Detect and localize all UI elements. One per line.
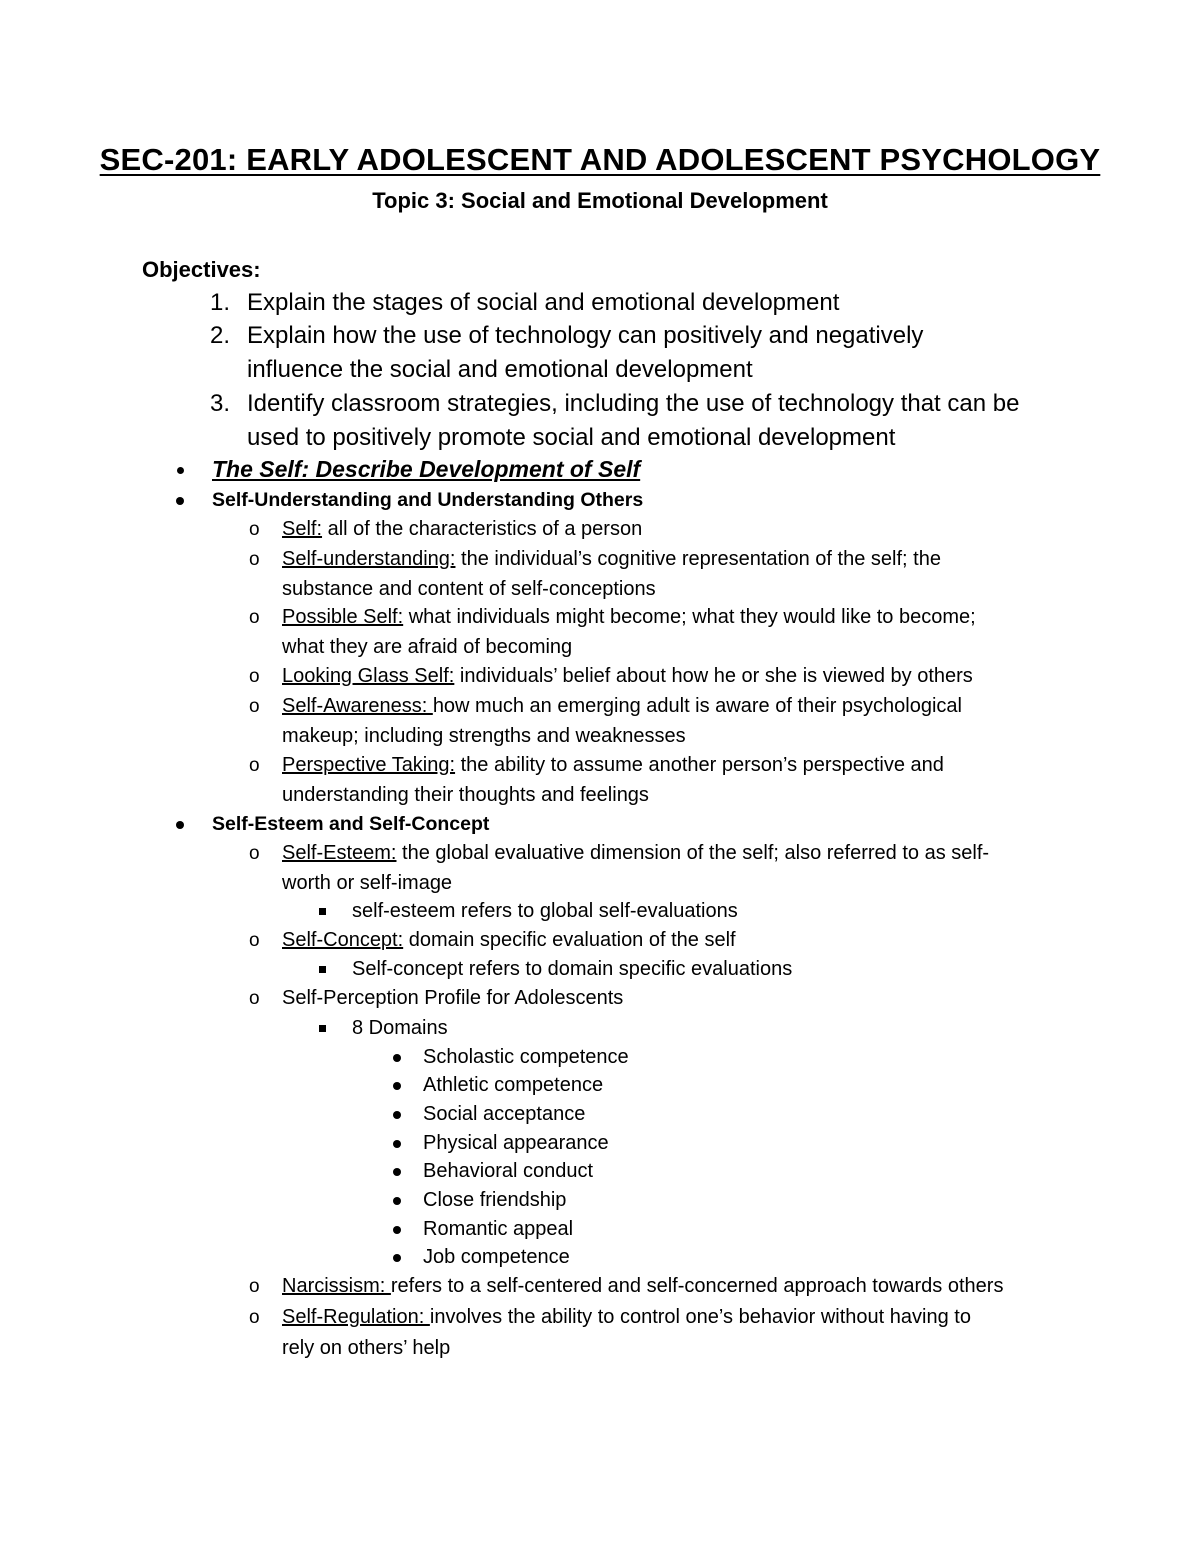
circle-bullet-icon: o (249, 696, 260, 717)
section-the-self-label: The Self: Describe Development of Self (212, 456, 641, 482)
domain-item (423, 1215, 573, 1244)
term: Self-Concept: (282, 929, 404, 951)
list-item (249, 984, 1072, 1014)
objective-text: Explain the stages of social and emotional development (247, 289, 840, 316)
objective-number: 2. (210, 322, 231, 349)
circle-bullet-icon: o (249, 930, 260, 951)
list-item (249, 692, 1072, 751)
square-bullet-icon (319, 1025, 326, 1032)
bullet-icon (174, 486, 186, 515)
circle-bullet-icon: o (249, 607, 260, 628)
term: Self: (282, 518, 323, 540)
term: Possible Self: (282, 606, 404, 628)
circle-bullet-icon: o (249, 666, 260, 687)
page-subtitle: Topic 3: Social and Emotional Development (372, 188, 828, 213)
term: Narcissism: (282, 1275, 391, 1297)
sub-item-text: self-esteem refers to global self-evaluations (352, 900, 738, 922)
list-item (249, 603, 1072, 662)
objective-text-cont: influence the social and emotional development (247, 356, 753, 383)
bullet-icon (391, 1100, 403, 1129)
objective-item (210, 387, 1077, 455)
bullet-icon (391, 1043, 403, 1072)
circle-bullet-icon: o (249, 1307, 260, 1328)
definition: what individuals might become; what they would like to become; (403, 606, 976, 628)
term: Self-Awareness: (282, 695, 433, 717)
bullet-icon (391, 1129, 403, 1158)
domain-item (423, 1186, 566, 1215)
sub-item-text: Self-concept refers to domain specific evaluations (352, 958, 793, 980)
definition: domain specific evaluation of the self (403, 929, 736, 951)
definition: all of the characteristics of a person (322, 518, 643, 540)
domain-label: Social acceptance (423, 1103, 586, 1125)
domain-label: Athletic competence (423, 1074, 604, 1096)
definition-cont: worth or self-image (282, 871, 453, 894)
sub-list-item (352, 1014, 448, 1043)
list-item (249, 515, 1072, 545)
bullet-icon (391, 1186, 403, 1215)
definition: involves the ability to control one’s behavior without having to (429, 1306, 971, 1328)
objective-item (210, 319, 1077, 387)
bullet-icon (391, 1157, 403, 1186)
definition: the global evaluative dimension of the self; also referred to as self- (396, 842, 990, 864)
circle-bullet-icon: o (249, 1276, 260, 1297)
sub-item-text: 8 Domains (352, 1017, 448, 1039)
objective-text-cont: used to positively promote social and emotional development (247, 424, 896, 451)
domain-label: Scholastic competence (423, 1046, 629, 1068)
definition-cont: substance and content of self-conceptions (282, 577, 656, 600)
term: Perspective Taking: (282, 754, 456, 776)
definition-cont: understanding their thoughts and feelings (282, 783, 649, 806)
list-item (249, 1272, 1072, 1302)
definition: the ability to assume another person’s perspective and (455, 754, 944, 776)
definition-cont: what they are afraid of becoming (282, 635, 573, 658)
definition: refers to a self-centered and self-concerned approach towards others (390, 1275, 1004, 1297)
list-item-label: Self-Perception Profile for Adolescents (282, 987, 624, 1009)
list-item (249, 1302, 1072, 1364)
objective-item (210, 286, 1077, 320)
list-item (249, 839, 1072, 898)
list-item (249, 545, 1072, 604)
bullet-icon (174, 810, 186, 839)
domain-item (423, 1129, 609, 1158)
circle-bullet-icon: o (249, 519, 260, 540)
square-bullet-icon (319, 966, 326, 973)
domain-item (423, 1100, 585, 1129)
list-item (249, 751, 1072, 810)
domain-label: Close friendship (423, 1189, 567, 1211)
definition: individuals’ belief about how he or she is viewed by others (454, 665, 973, 687)
square-bullet-icon (319, 908, 326, 915)
section-heading: Self-Understanding and Understanding Others (212, 489, 644, 511)
definition-cont: rely on others’ help (282, 1337, 451, 1359)
objective-text: Identify classroom strategies, including the use of technology that can be (247, 390, 1020, 417)
objective-number: 3. (210, 390, 231, 417)
domain-label: Physical appearance (423, 1132, 609, 1154)
definition: the individual’s cognitive representation of the self; the (455, 548, 941, 570)
section-self-esteem (212, 810, 489, 839)
objectives-heading: Objectives: (142, 257, 261, 282)
domain-item (423, 1043, 629, 1072)
sub-list-item (352, 955, 792, 984)
section-heading: Self-Esteem and Self-Concept (212, 813, 490, 835)
domain-item (423, 1243, 570, 1272)
circle-bullet-icon: o (249, 843, 260, 864)
circle-bullet-icon: o (249, 549, 260, 570)
domain-item (423, 1157, 593, 1186)
definition-cont: makeup; including strengths and weaknesses (282, 724, 686, 747)
circle-bullet-icon: o (249, 988, 260, 1009)
sub-list-item (352, 897, 738, 926)
page-title: SEC-201: EARLY ADOLESCENT AND ADOLESCENT PSYCHOLOGY (99, 142, 1101, 177)
section-the-self (212, 455, 640, 484)
bullet-icon (391, 1215, 403, 1244)
list-item (249, 662, 1072, 692)
bullet-icon (391, 1243, 403, 1272)
bullet-icon (391, 1071, 403, 1100)
bullet-icon (174, 455, 186, 484)
objective-number: 1. (210, 289, 231, 316)
section-self-understanding (212, 486, 643, 515)
domain-label: Romantic appeal (423, 1218, 574, 1240)
objective-text: Explain how the use of technology can positively and negatively (247, 322, 924, 349)
circle-bullet-icon: o (249, 755, 260, 776)
term: Self-Esteem: (282, 842, 397, 864)
domain-label: Behavioral conduct (423, 1160, 594, 1182)
term: Self-understanding: (282, 548, 456, 570)
domain-item (423, 1071, 603, 1100)
list-item (249, 926, 1072, 956)
domain-label: Job competence (423, 1246, 570, 1268)
term: Self-Regulation: (282, 1306, 430, 1328)
term: Looking Glass Self: (282, 665, 455, 687)
definition: how much an emerging adult is aware of their psychological (432, 695, 962, 717)
